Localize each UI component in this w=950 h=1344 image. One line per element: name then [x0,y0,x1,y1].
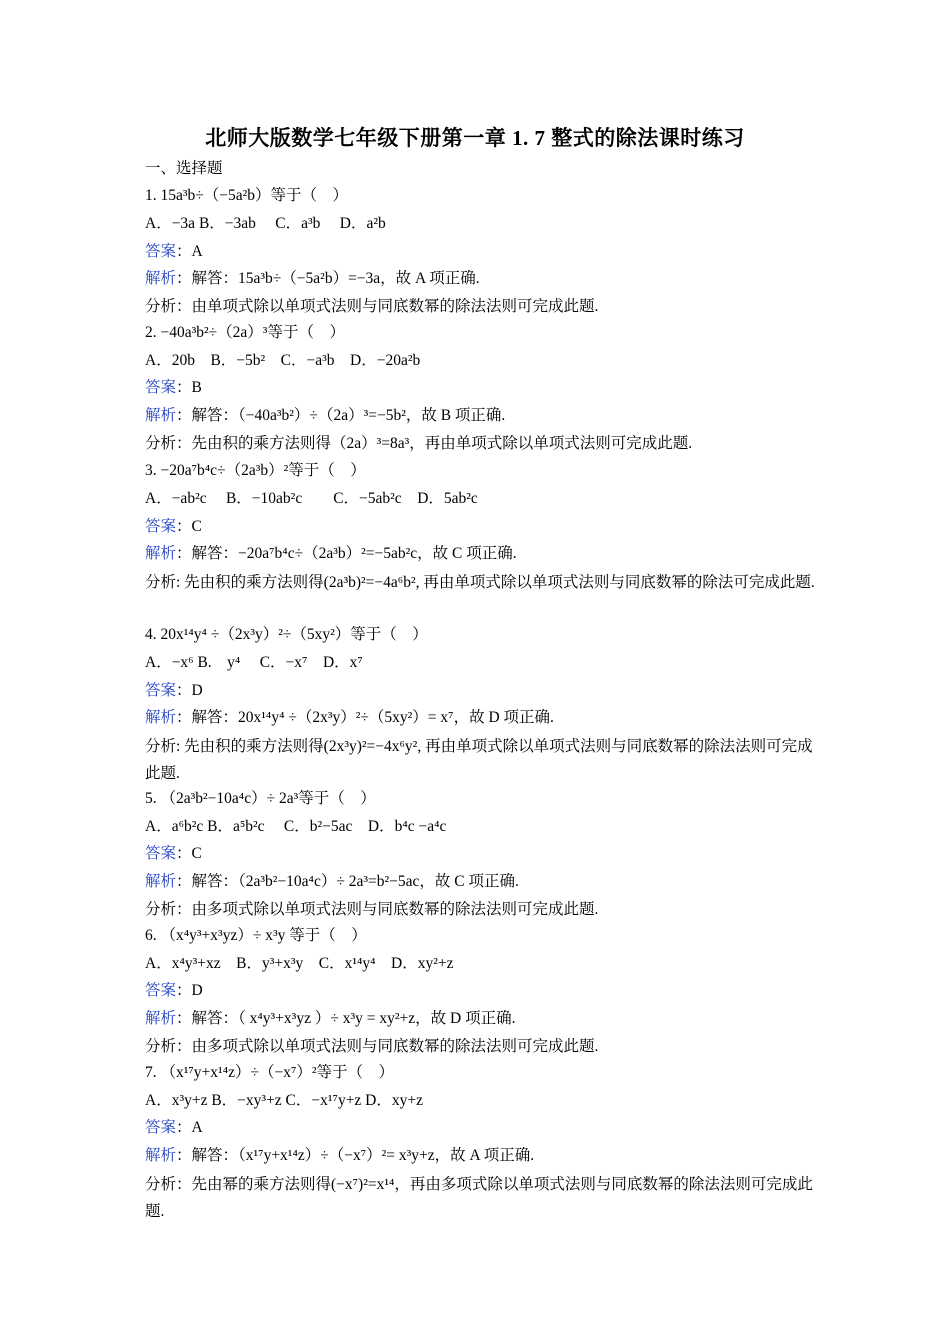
solution-1: 解析：解答：15a³b÷（−5a²b）=−3a，故 A 项正确. [145,270,480,287]
note-1: 分析：由单项式除以单项式法则与同底数幂的除法法则可完成此题. [145,298,599,315]
analysis-label: 解析 [145,1147,177,1164]
answer-6: 答案：D [145,982,203,999]
note-4: 分析: 先由积的乘方法则得(2x³y)²=−4x⁶y², 再由单项式除以单项式法则与同底数幂的除法法则可完成此题. [145,738,813,782]
answer-2: 答案：B [145,379,202,396]
answer-7: 答案：A [145,1119,203,1136]
analysis-label: 解析 [145,1010,177,1027]
solution-3: 解析：解答：−20a⁷b⁴c÷（2a³b）²=−5ab²c，故 C 项正确. [145,545,517,562]
options-5: A．a⁶b²c B．a⁵b²c C．b²−5ac D．b⁴c −a⁴c [145,818,447,835]
analysis-label: 解析 [145,709,177,726]
options-3: A．−ab²c B．−10ab²c C．−5ab²c D．5ab²c [145,490,478,507]
question-4: 4. 20x¹⁴y⁴ ÷（2x³y）²÷（5xy²）等于（ ） [145,626,428,643]
note-2: 分析：先由积的乘方法则得（2a）³=8a³，再由单项式除以单项式法则可完成此题. [145,435,693,452]
question-2: 2. −40a³b²÷（2a）³等于（ ） [145,324,345,341]
answer-label: 答案 [145,379,177,396]
solution-7: 解析：解答：（x¹⁷y+x¹⁴z）÷（−x⁷）²= x³y+z，故 A 项正确. [145,1147,535,1164]
analysis-label: 解析 [145,545,177,562]
answer-label: 答案 [145,845,177,862]
solution-4: 解析：解答：20x¹⁴y⁴ ÷（2x³y）²÷（5xy²）= x⁷，故 D 项正确. [145,709,554,726]
options-6: A．x⁴y³+xz B．y³+x³y C．x¹⁴y⁴ D．xy²+z [145,955,454,972]
answer-4: 答案：D [145,682,203,699]
answer-label: 答案 [145,1119,177,1136]
answer-3: 答案：C [145,518,202,535]
note-6: 分析：由多项式除以单项式法则与同底数幂的除法法则可完成此题. [145,1038,599,1055]
analysis-label: 解析 [145,270,177,287]
answer-label: 答案 [145,982,177,999]
answer-label: 答案 [145,518,177,535]
note-5: 分析：由多项式除以单项式法则与同底数幂的除法法则可完成此题. [145,901,599,918]
note-3: 分析: 先由积的乘方法则得(2a³b)²=−4a⁶b², 再由单项式除以单项式法则与同底数幂的除法可完成此题. [145,574,815,591]
answer-label: 答案 [145,682,177,699]
answer-label: 答案 [145,243,177,260]
solution-5: 解析：解答：（2a³b²−10a⁴c）÷ 2a³=b²−5ac，故 C 项正确. [145,873,519,890]
options-7: A．x³y+z B．−xy³+z C．−x¹⁷y+z D．xy+z [145,1092,424,1109]
options-2: A．20b B．−5b² C．−a³b D．−20a²b [145,352,421,369]
question-5: 5. （2a³b²−10a⁴c）÷ 2a³等于（ ） [145,790,376,807]
solution-6: 解析：解答：（ x⁴y³+x³yz ）÷ x³y = xy²+z，故 D 项正确. [145,1010,516,1027]
solution-2: 解析：解答：（−40a³b²）÷（2a）³=−5b²，故 B 项正确. [145,407,506,424]
options-4: A．−x⁶ B. y⁴ C．−x⁷ D．x⁷ [145,654,363,671]
analysis-label: 解析 [145,873,177,890]
section-heading: 一、选择题 [145,160,223,177]
answer-5: 答案：C [145,845,202,862]
analysis-label: 解析 [145,407,177,424]
question-1: 1. 15a³b÷（−5a²b）等于（ ） [145,187,349,204]
options-1: A．−3a B．−3ab C．a³b D．a²b [145,215,386,232]
page-title: 北师大版数学七年级下册第一章 1. 7 整式的除法课时练习 [205,126,745,150]
answer-1: 答案：A [145,243,203,260]
question-6: 6. （x⁴y³+x³yz）÷ x³y 等于（ ） [145,927,367,944]
question-3: 3. −20a⁷b⁴c÷（2a³b）²等于（ ） [145,462,366,479]
question-7: 7. （x¹⁷y+x¹⁴z）÷（−x⁷）²等于（ ） [145,1064,395,1081]
note-7: 分析：先由幂的乘方法则得(−x⁷)²=x¹⁴，再由多项式除以单项式法则与同底数幂的除法法则可完成此题. [145,1176,813,1220]
